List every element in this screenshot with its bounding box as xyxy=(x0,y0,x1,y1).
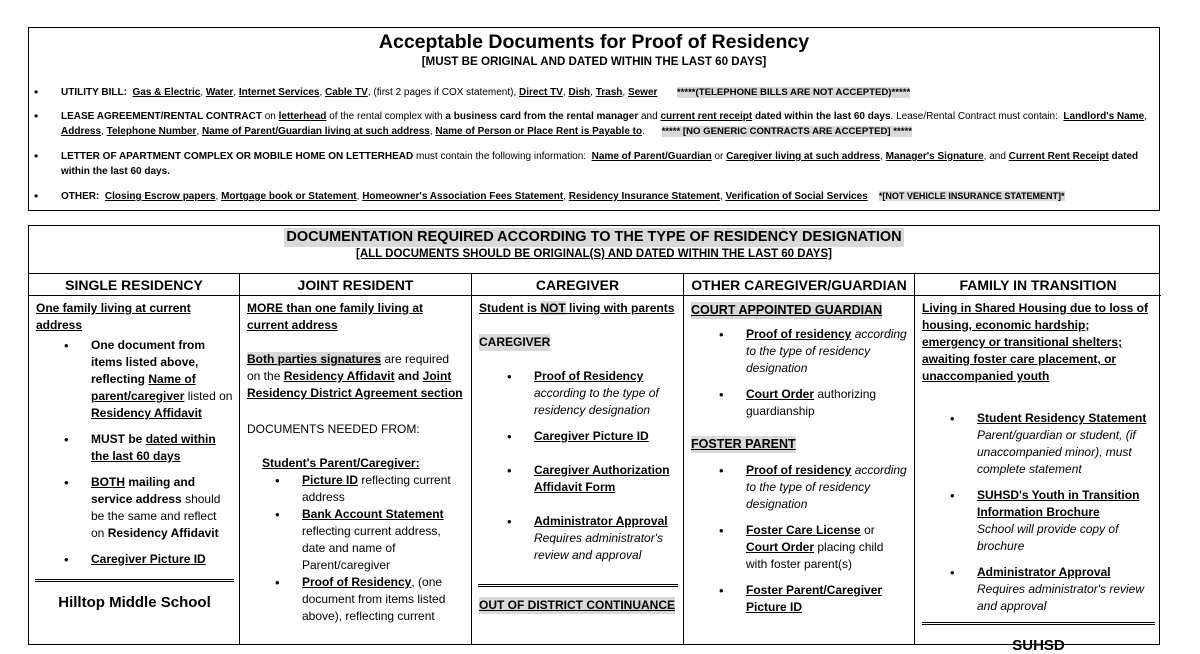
family-intro: Living in Shared Housing due to loss of housing, economic hardship; emergency or transitional shelters; awaiting foster care placement, or unaccompanied youth xyxy=(922,301,1149,383)
family-b2: SUHSD's Youth in Transition Information Brochure xyxy=(977,488,1140,519)
utility-bill-item: • UTILITY BILL: Gas & Electric, Water, Internet Services, Cable TV, (first 2 pages if COX statement), Direct TV, Dish, Trash, Sewer *****(TELEPHONE BILLS ARE NOT ACCEPTED)***** xyxy=(61,85,1153,100)
column-caregiver xyxy=(472,274,684,644)
single-b3-text: should be the same and reflect on xyxy=(91,492,221,540)
utility-item: Cable TV xyxy=(325,87,368,98)
lease-contain-item: Landlord's Name xyxy=(1063,111,1145,122)
apartment-name-parent: Name of Parent/Guardian xyxy=(591,151,712,162)
apartment-label: LETTER OF APARTMENT COMPLEX OR MOBILE HOME ON LETTERHEAD xyxy=(61,151,414,162)
other-label: OTHER: xyxy=(61,191,100,202)
table-title: DOCUMENTATION REQUIRED ACCORDING TO THE TYPE OF RESIDENCY DESIGNATION xyxy=(286,229,902,245)
utility-item: Internet Services xyxy=(238,87,320,98)
caregiver-subheading: CAREGIVER xyxy=(479,335,551,349)
family-b1-text: Parent/guardian or student, (if unaccompanied minor), must complete statement xyxy=(977,428,1136,476)
list-item xyxy=(91,474,233,542)
lease-text: . Lease/Rental Contract must contain: xyxy=(890,111,1058,122)
lease-letterhead: letterhead xyxy=(278,111,327,122)
list-item xyxy=(977,564,1155,615)
other-b2-text: authorizing guardianship xyxy=(746,387,877,418)
single-b2-dated: dated within the last 60 days xyxy=(91,432,216,463)
joint-signatures xyxy=(247,351,465,402)
column-header: SINGLE RESIDENCY xyxy=(29,274,239,296)
table-subtitle: [ALL DOCUMENTS SHOULD BE ORIGINAL(S) AND DATED WITHIN THE LAST 60 DAYS] xyxy=(356,248,832,260)
joint-intro: MORE than one family living at current address xyxy=(247,301,424,332)
other-warning: *[NOT VEHICLE INSURANCE STATEMENT]* xyxy=(878,191,1065,201)
caregiver-intro-text: living with parents xyxy=(569,301,675,315)
out-of-district-heading: OUT OF DISTRICT CONTINUANCE xyxy=(479,598,675,612)
family-b2-text: School will provide copy of brochure xyxy=(977,522,1119,553)
divider xyxy=(478,584,678,587)
list-item xyxy=(746,386,908,420)
district-name: SUHSD xyxy=(1012,637,1065,654)
column-family-in-transition xyxy=(915,274,1161,654)
joint-b3-text: , (one document from items listed above), reflecting current xyxy=(302,575,446,623)
divider xyxy=(922,622,1155,625)
single-b1-name: Name of parent/caregiver xyxy=(91,372,196,403)
list-item xyxy=(534,368,677,419)
proof-of-residency-box xyxy=(28,27,1160,211)
foster-parent-heading: FOSTER PARENT xyxy=(691,437,796,451)
other-b4-text: placing child with foster parent(s) xyxy=(746,540,884,571)
lease-item: • LEASE AGREEMENT/RENTAL CONTRACT on letterhead of the rental complex with a business card from the rental manager and current rent receipt dated within the last 60 days. Lease/Rental Contract must contain: Landlord's Name, Address, Telephone Number, Name of Parent/Guardian living at such address, Name of Person or Place Rent is Payable to. ***** [NO GENERIC CONTRACTS ARE ACCEPTED] ***** xyxy=(61,109,1153,139)
utility-item: Gas & Electric xyxy=(132,87,201,98)
utility-item: Dish xyxy=(568,87,591,98)
list-item xyxy=(302,472,465,506)
lease-warning: ***** [NO GENERIC CONTRACTS ARE ACCEPTED] ***** xyxy=(661,126,912,137)
other-docs-item: • OTHER: Closing Escrow papers, Mortgage book or Statement, Homeowner's Association Fees Statement, Residency Insurance Statement, Verification of Social Services *[NOT VEHICLE INSURANCE STATEMENT]* xyxy=(61,189,1153,204)
lease-label: LEASE AGREEMENT/RENTAL CONTRACT xyxy=(61,111,262,122)
joint-b1-text: reflecting current address xyxy=(302,473,451,504)
column-header: OTHER CAREGIVER/GUARDIAN xyxy=(684,274,914,296)
column-other-caregiver xyxy=(684,274,915,644)
list-item xyxy=(746,582,908,616)
other-item: Verification of Social Services xyxy=(725,191,868,202)
other-b3: Proof of residency xyxy=(746,463,852,477)
single-b3-affidavit: Residency Affidavit xyxy=(107,526,219,540)
other-b4-or: or xyxy=(864,523,875,537)
caregiver-b4-text: Requires administrator's review and approval xyxy=(534,531,664,562)
joint-sig: Both parties signatures xyxy=(247,352,382,366)
list-item xyxy=(302,506,465,574)
single-b3-text: mailing and service address xyxy=(91,475,196,506)
utility-warning: *****(TELEPHONE BILLS ARE NOT ACCEPTED)***** xyxy=(676,87,911,98)
documentation-table xyxy=(28,225,1160,654)
apartment-and: , and xyxy=(983,151,1006,162)
caregiver-b2: Caregiver Picture ID xyxy=(534,429,649,443)
table-header xyxy=(29,226,1159,274)
other-item: Homeowner's Association Fees Statement xyxy=(362,191,564,202)
column-single-residency xyxy=(29,274,240,644)
apartment-text: must contain the following information: xyxy=(416,151,587,162)
list-item xyxy=(91,337,233,422)
utility-item: Trash xyxy=(595,87,623,98)
caregiver-intro xyxy=(479,301,674,315)
column-joint-resident xyxy=(240,274,472,644)
caregiver-intro-text: Student is xyxy=(479,301,538,315)
caregiver-intro-not: NOT xyxy=(540,301,566,315)
list-item xyxy=(91,431,233,465)
utility-item: Sewer xyxy=(627,87,658,98)
lease-dated: dated within the last 60 days xyxy=(754,111,891,122)
list-item xyxy=(977,410,1155,478)
column-header: CAREGIVER xyxy=(472,274,683,296)
apartment-manager: Manager's Signature xyxy=(885,151,984,162)
utility-note: (first 2 pages if COX statement) xyxy=(373,87,514,98)
joint-subheading: Student's Parent/Caregiver: xyxy=(262,456,420,470)
apartment-caregiver: Caregiver living at such address xyxy=(726,151,881,162)
other-item: Closing Escrow papers xyxy=(104,191,216,202)
court-guardian-heading: COURT APPOINTED GUARDIAN xyxy=(691,303,883,317)
list-item xyxy=(746,462,908,513)
list-item xyxy=(534,428,677,445)
other-b1: Proof of residency xyxy=(746,327,852,341)
apartment-letter-item: • LETTER OF APARTMENT COMPLEX OR MOBILE HOME ON LETTERHEAD must contain the following information: Name of Parent/Guardian or Caregiver living at such address, Manager's Signature, and Current Rent Receipt dated within the last 60 days. xyxy=(61,149,1153,179)
single-intro: One family living at current address xyxy=(36,301,191,332)
lease-receipt: current rent receipt xyxy=(660,111,753,122)
utility-item: Water xyxy=(205,87,234,98)
list-item xyxy=(977,487,1155,555)
joint-needed: DOCUMENTS NEEDED FROM: xyxy=(247,422,420,436)
joint-b3: Proof of Residency xyxy=(302,575,412,589)
lease-contain-item: Name of Parent/Guardian living at such address xyxy=(201,126,430,137)
joint-sig-text: are required on the xyxy=(247,352,450,383)
apartment-receipt: Current Rent Receipt xyxy=(1008,151,1109,162)
joint-sig-affidavit: Residency Affidavit xyxy=(283,369,395,383)
divider xyxy=(35,579,234,582)
other-item: Residency Insurance Statement xyxy=(568,191,720,202)
other-b4: Foster Care License xyxy=(746,523,861,537)
other-b4-court: Court Order xyxy=(746,540,815,554)
page-title: Acceptable Documents for Proof of Residency xyxy=(378,31,810,53)
joint-b2: Bank Account Statement xyxy=(302,507,444,521)
other-b5: Foster Parent/Caregiver Picture ID xyxy=(746,583,883,614)
lease-contain-item: Name of Person or Place Rent is Payable to xyxy=(435,126,643,137)
caregiver-b3: Caregiver Authorization Affidavit Form xyxy=(534,463,670,494)
apartment-or: or xyxy=(714,151,724,162)
joint-sig-agreement: Joint Residency District Agreement section xyxy=(247,369,463,400)
list-item xyxy=(534,462,677,496)
list-item xyxy=(302,574,465,625)
lease-text: and xyxy=(641,111,658,122)
single-b1-text: listed on xyxy=(187,389,233,403)
family-b1: Student Residency Statement xyxy=(977,411,1147,425)
column-header: JOINT RESIDENT xyxy=(240,274,471,296)
other-b3-text: according to the type of residency designation xyxy=(746,463,907,511)
joint-sig-and: and xyxy=(397,369,420,383)
lease-text: of the rental complex with xyxy=(329,111,443,122)
single-b2-text: MUST be xyxy=(91,432,143,446)
apartment-dated: dated within the last 60 days. xyxy=(61,151,1139,177)
single-b3-both: BOTH xyxy=(91,475,125,489)
single-b1-affidavit: Residency Affidavit xyxy=(91,406,202,420)
joint-b1: Picture ID xyxy=(302,473,359,487)
list-item xyxy=(746,522,908,573)
utility-item: Direct TV xyxy=(519,87,563,98)
caregiver-b1-text: according to the type of residency designation xyxy=(534,386,659,417)
utility-label: UTILITY BILL: xyxy=(61,87,127,98)
other-b1-text: according to the type of residency designation xyxy=(746,327,907,375)
caregiver-b4: Administrator Approval xyxy=(534,514,668,528)
school-name: Hilltop Middle School xyxy=(58,594,211,611)
lease-contain-item: Address xyxy=(61,126,102,137)
caregiver-b1: Proof of Residency xyxy=(534,369,644,383)
single-b4: Caregiver Picture ID xyxy=(91,552,206,566)
lease-business-card: a business card from the rental manager xyxy=(445,111,639,122)
lease-text: on xyxy=(264,111,276,122)
single-b1-text: One document from items listed above, reflecting xyxy=(91,338,206,386)
lease-contain-item: Telephone Number xyxy=(106,126,197,137)
other-item: Mortgage book or Statement xyxy=(221,191,357,202)
family-b3-text: Requires administrator's review and approval xyxy=(977,582,1145,613)
list-item xyxy=(91,551,233,568)
page-subtitle: [MUST BE ORIGINAL AND DATED WITHIN THE LAST 60 DAYS] xyxy=(421,55,767,68)
column-header: FAMILY IN TRANSITION xyxy=(915,274,1161,296)
list-item xyxy=(746,326,908,377)
list-item xyxy=(534,513,677,564)
family-b3: Administrator Approval xyxy=(977,565,1111,579)
joint-b2-text: reflecting current address, date and name of Parent/caregiver xyxy=(302,524,441,572)
other-b2: Court Order xyxy=(746,387,815,401)
